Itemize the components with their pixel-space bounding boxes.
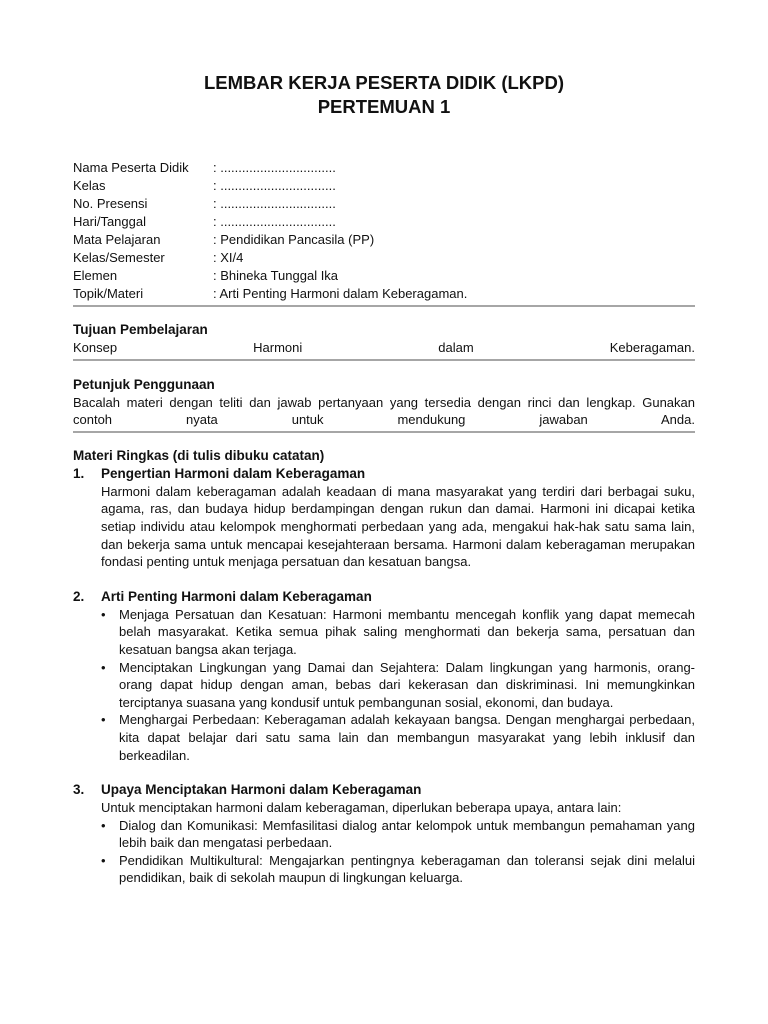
identity-row [73,159,695,177]
identity-table [73,159,695,303]
petunjuk-heading: Petunjuk Penggunaan [73,376,215,392]
identity-value: : ................................ [213,196,336,211]
materi-heading: Materi Ringkas (di tulis dibuku catatan) [73,447,325,463]
section-title: Upaya Menciptakan Harmoni dalam Keberagaman [101,782,422,798]
materi-paragraph: Untuk menciptakan harmoni dalam keberagaman, diperlukan beberapa upaya, antara lain: [101,800,622,816]
identity-label: Elemen [73,268,118,283]
identity-row [73,177,695,195]
document-title: LEMBAR KERJA PESERTA DIDIK (LKPD) [203,72,565,93]
materi-paragraph: Harmoni dalam keberagaman adalah keadaan di mana masyarakat yang terdiri dari berbagai suku, agama, ras, dan budaya hidup berdampingan dengan rukun dan damai. Harmoni ini dicapai ketika setiap individu atau kelompok menghormati perbedaan yang ada, mengakui hak-hak satu sama lain, dan bekerja sama untuk mencapai kesejahteraan bersama. Harmoni dalam keberagaman merupakan fondasi penting untuk menjaga persatuan dan kesatuan bangsa. [101,483,695,570]
section-number: 1. [73,465,85,481]
section-number: 2. [73,588,85,604]
section-divider [73,431,695,433]
identity-value: : Bhineka Tunggal Ika [213,268,339,283]
tujuan-text: Konsep Harmoni dalam Keberagaman. [73,340,695,355]
identity-row [73,213,695,231]
document-subtitle: PERTEMUAN 1 [317,96,451,117]
section-divider [73,359,695,361]
identity-row [73,267,695,285]
section-divider [73,305,695,307]
identity-row [73,231,695,249]
identity-row [73,285,695,303]
tujuan-section [73,321,695,357]
identity-label: Kelas/Semester [73,250,165,265]
identity-value: : ................................ [213,160,336,175]
identity-value: : ................................ [213,178,336,193]
identity-row [73,195,695,213]
identity-value: : Arti Penting Harmoni dalam Keberagaman. [213,286,468,301]
materi-subheading [73,588,695,606]
list-item: • Menghargai Perbedaan: Keberagaman adalah kekayaan bangsa. Dengan menghargai perbedaan, kita dapat belajar dari satu sama lain dan membangun masyarakat yang lebih inklusif dan berkeadilan. [101,711,695,764]
section-number: 3. [73,782,85,798]
bullet-list [73,817,695,887]
tujuan-heading: Tujuan Pembelajaran [73,322,208,337]
materi-section [73,447,695,887]
list-item: • Pendidikan Multikultural: Mengajarkan pentingnya keberagaman dan toleransi sejak dini melalui pendidikan, baik di sekolah maupun di lingkungan keluarga. [101,852,695,887]
section-title: Arti Penting Harmoni dalam Keberagaman [101,588,372,604]
list-item: • Menjaga Persatuan dan Kesatuan: Harmoni membantu mencegah konflik yang dapat memecah belah masyarakat. Ketika semua pihak saling menghormati dan bekerja sama, persatuan dan kesatuan bangsa akan terjaga. [101,606,695,659]
bullet-list [73,606,695,764]
list-item: • Dialog dan Komunikasi: Memfasilitasi dialog antar kelompok untuk membangun pemahaman yang lebih baik dan mengatasi perbedaan. [101,817,695,852]
materi-subheading [73,781,695,799]
identity-value: : ................................ [213,214,336,229]
identity-value: : Pendidikan Pancasila (PP) [213,232,375,247]
identity-label: Mata Pelajaran [73,232,161,247]
identity-label: Hari/Tanggal [73,214,146,229]
petunjuk-text: Bacalah materi dengan teliti dan jawab pertanyaan yang tersedia dengan rinci dan lengkap. Gunakan contoh nyata untuk mendukung jawaban Anda. [73,394,695,428]
identity-value: : XI/4 [213,250,244,265]
list-item: • Menciptakan Lingkungan yang Damai dan Sejahtera: Dalam lingkungan yang harmonis, orang-orang dapat hidup dengan aman, bebas dari kekerasan dan diskriminasi. Ini memungkinkan terciptanya suasana yang kondusif untuk pembangunan sosial, ekonomi, dan budaya. [101,659,695,712]
section-title: Pengertian Harmoni dalam Keberagaman [101,465,366,481]
petunjuk-section [73,376,695,429]
identity-label: No. Presensi [73,196,148,211]
identity-label: Kelas [73,178,106,193]
identity-row [73,249,695,267]
materi-subheading [73,465,695,483]
identity-label: Nama Peserta Didik [73,160,189,175]
identity-label: Topik/Materi [73,286,144,301]
